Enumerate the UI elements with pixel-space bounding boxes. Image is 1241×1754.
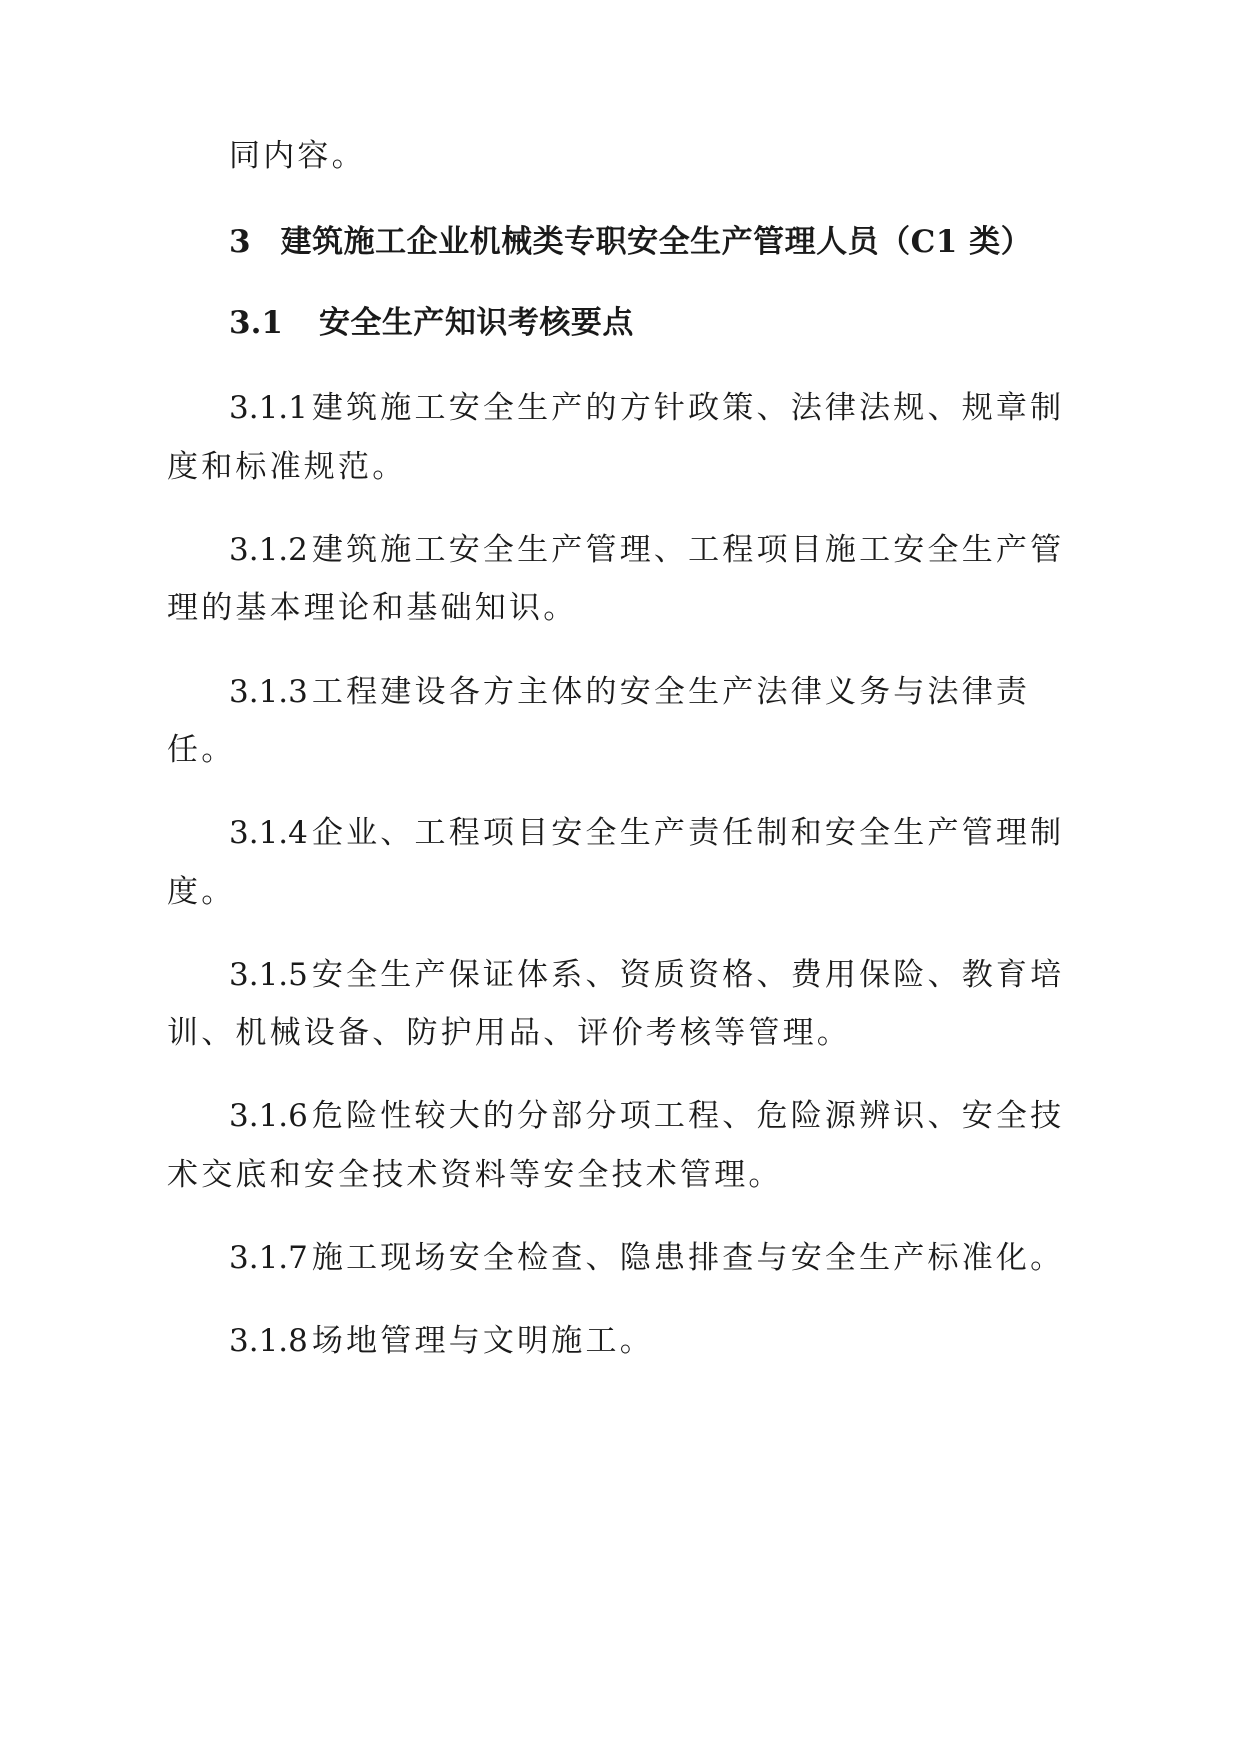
subsection-heading-number: 3.1 (229, 305, 283, 341)
list-item-text: 企业、工程项目安全生产责任制和安全生产管理制 (311, 815, 1065, 851)
list-item-number: 3.1.4 (229, 815, 308, 851)
subsection-heading-text: 安全生产知识考核要点 (318, 305, 634, 341)
list-item (229, 1321, 654, 1361)
list-item (229, 388, 1064, 428)
section-heading-number: 3 (229, 224, 251, 260)
list-item-text: 建筑施工安全生产管理、工程项目施工安全生产管 (311, 532, 1065, 568)
list-item (229, 672, 1030, 712)
list-item (229, 1096, 1064, 1136)
list-item-continuation: 任。 (167, 732, 236, 768)
list-item-number: 3.1.5 (229, 957, 308, 993)
section-heading (229, 222, 1032, 262)
list-item-continuation: 理的基本理论和基础知识。 (167, 590, 578, 626)
list-item (229, 813, 1064, 853)
list-item-text: 危险性较大的分部分项工程、危险源辨识、安全技 (311, 1098, 1065, 1134)
list-item-text: 工程建设各方主体的安全生产法律义务与法律责 (311, 674, 1031, 710)
subsection-heading (229, 303, 634, 343)
list-item (229, 1238, 1064, 1278)
list-item-text: 施工现场安全检查、隐患排查与安全生产标准化。 (311, 1240, 1065, 1276)
list-item-text: 安全生产保证体系、资质资格、费用保险、教育培 (311, 957, 1065, 993)
list-item (229, 955, 1064, 995)
list-item-continuation: 术交底和安全技术资料等安全技术管理。 (167, 1157, 783, 1193)
list-item-number: 3.1.3 (229, 674, 308, 710)
list-item-continuation: 训、机械设备、防护用品、评价考核等管理。 (167, 1015, 851, 1051)
list-item-continuation: 度。 (167, 874, 236, 910)
list-item (229, 530, 1064, 570)
list-item-continuation: 度和标准规范。 (167, 449, 407, 485)
section-heading-text: 建筑施工企业机械类专职安全生产管理人员（C1 类） (280, 224, 1033, 260)
list-item-number: 3.1.8 (229, 1323, 308, 1359)
list-item-text: 建筑施工安全生产的方针政策、法律法规、规章制 (311, 390, 1065, 426)
list-item-text: 场地管理与文明施工。 (311, 1323, 654, 1359)
list-item-number: 3.1.7 (229, 1240, 308, 1276)
list-item-number: 3.1.1 (229, 390, 308, 426)
list-item-number: 3.1.2 (229, 532, 308, 568)
list-item-number: 3.1.6 (229, 1098, 308, 1134)
continuation-text: 同内容。 (229, 138, 366, 174)
